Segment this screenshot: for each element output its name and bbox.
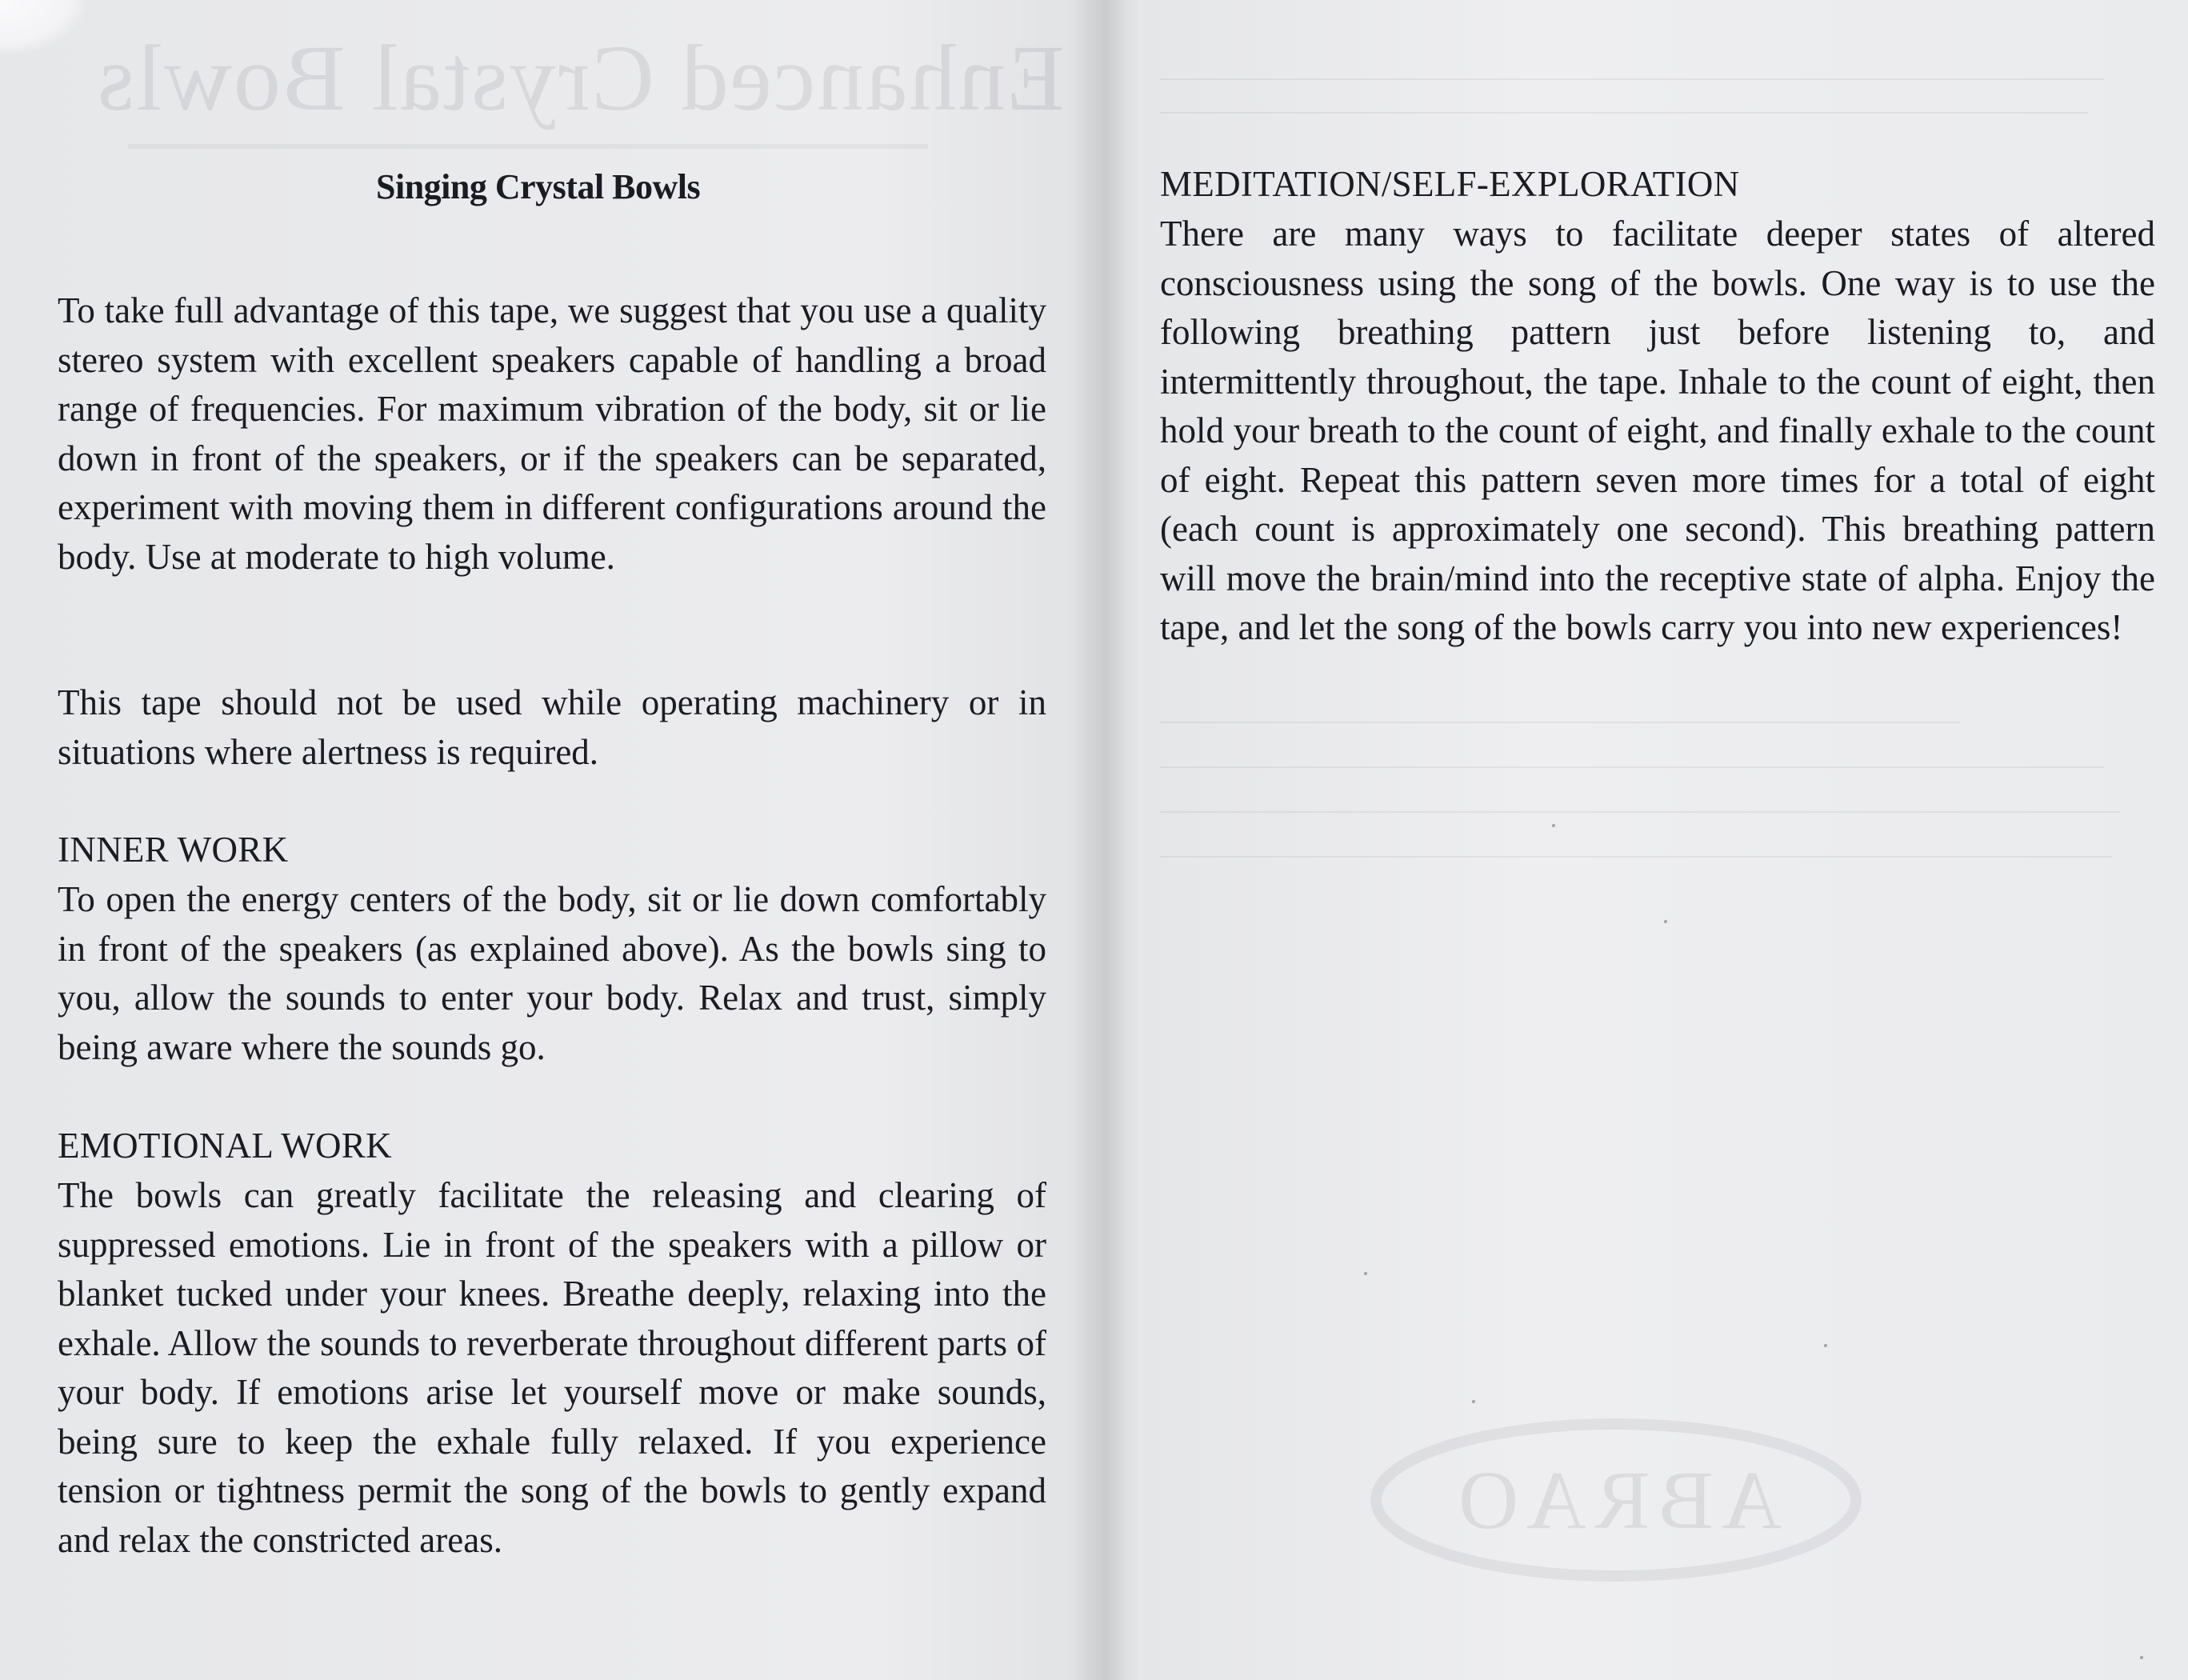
intro-paragraph: To take full advantage of this tape, we suggest that you use a quality stereo system with excellent speakers capable of handling a broad range of frequencies. For maximum vibration of the body, sit or lie down in front of the speakers, or if the speakers can be separated, experiment with moving them in different configurations around the body. Use at moderate to high volume. [58,290,1046,577]
paper-speck [1824,1344,1827,1347]
show-through-logo [1360,1408,1872,1592]
paper-speck [1472,1400,1475,1403]
show-through-line [1160,112,2088,114]
inner-work-heading: INNER WORK [58,830,289,870]
show-through-line [1160,811,2120,813]
show-through-line [1160,722,1960,723]
show-through-line [1160,78,2104,80]
emotional-work-heading: EMOTIONAL WORK [58,1126,392,1166]
meditation-heading: MEDITATION/SELF-EXPLORATION [1160,164,1740,204]
meditation-paragraph: There are many ways to facilitate deeper states of altered consciousness using the song of the bowls. One way is to use the following breathing pattern just before listening to, and intermittently throughout, the tape. Inhale to the count of eight, then hold your breath to the count of eight, and finally exhale to the count of eight. Repeat this pattern seven more times for a total of eight (each count is approximately one second). This breathing pattern will move the brain/mind into the receptive state of alpha. Enjoy the tape, and let the song of the bowls carry you into new experiences! [1160,214,2155,647]
show-through-line [1160,766,2104,768]
inner-work-paragraph: To open the energy centers of the body, sit or lie down comfortably in front of the speakers (as explained above). As the bowls sing to you, allow the sounds to enter your body. Relax and trust, simply being aware where the sounds go. [58,879,1046,1067]
page-title: Singing Crystal Bowls [376,167,701,206]
show-through-title: Enhanced Crystal Bowls [96,26,1065,130]
left-page [0,0,1088,1680]
show-through-logo-text: ABRAO [1450,1454,1782,1546]
show-through-line [1160,856,2112,858]
paper-speck [1664,920,1667,923]
paper-speck [1552,824,1555,827]
paper-speck [2140,1656,2143,1659]
show-through-rule [128,144,928,149]
paper-speck [1364,1272,1367,1275]
emotional-work-paragraph: The bowls can greatly facilitate the releasing and clearing of suppressed emotions. Lie in front of the speakers with a pillow or blanket tucked under your knees. Breathe deeply, relaxing into the exhale. Allow the sounds to reverberate throughout different parts of your body. If emotions arise let yourself move or make sounds, being sure to keep the exhale fully relaxed. If you experience tension or tightness permit the song of the bowls to gently expand and relax the constricted areas. [58,1175,1046,1560]
warning-paragraph: This tape should not be used while operating machinery or in situations where alertness is required. [58,682,1046,772]
